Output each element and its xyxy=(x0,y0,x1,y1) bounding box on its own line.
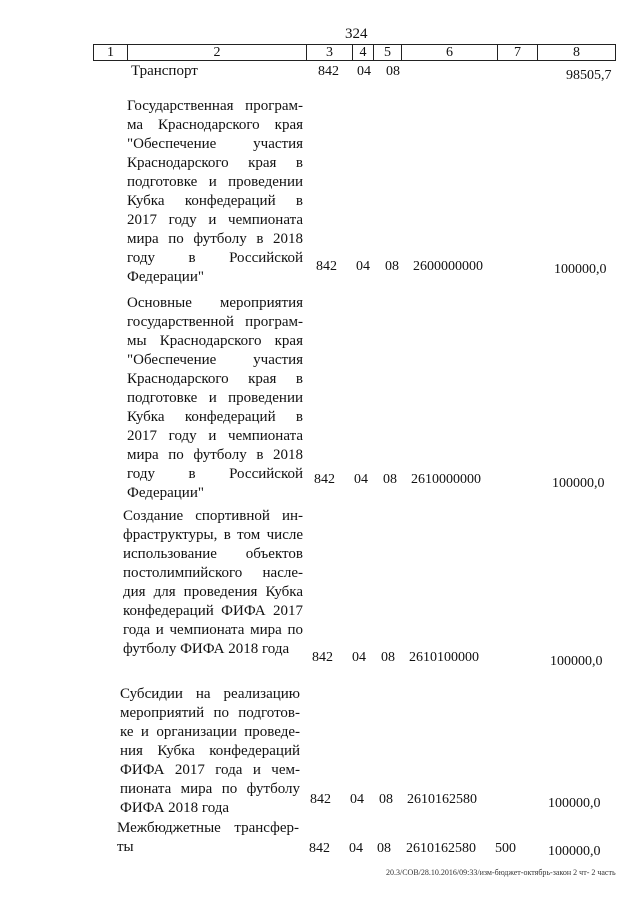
header-col-7: 7 xyxy=(498,44,538,61)
row-col-8: 100000,0 xyxy=(550,654,603,669)
row-col-6: 2610162580 xyxy=(407,792,477,807)
row-col-5: 08 xyxy=(385,259,399,274)
row-col-8: 98505,7 xyxy=(566,68,612,83)
header-col-6: 6 xyxy=(402,44,498,61)
row-col-3: 842 xyxy=(316,259,337,274)
row-col-3: 842 xyxy=(309,841,330,856)
row-name: Субсидии на реализацию мероприятий по подготов-ке и организации проведе-ния Кубка конфедераций ФИФА 2017 года и чем-пионата мира по футболу ФИФА 2018 года xyxy=(120,686,300,816)
row-col-6: 2610000000 xyxy=(411,472,481,487)
header-col-3: 3 xyxy=(307,44,353,61)
row-col-4: 04 xyxy=(350,792,364,807)
row-name: Государственная програм-ма Краснодарского края "Обеспечение участия Краснодарского края в подготовке и проведении Кубка конфедераций в 2017 году и чемпионата мира по футболу в 2018 году в Российской Федерации" xyxy=(127,98,303,285)
row-col-6: 2610100000 xyxy=(409,650,479,665)
header-col-2: 2 xyxy=(128,44,307,61)
header-col-8: 8 xyxy=(538,44,616,61)
row-col-4: 04 xyxy=(357,64,371,79)
footer-filename: 20.3/СОВ/28.10.2016/09:33/изм-бюджет-октябрь-закон 2 чт- 2 часть xyxy=(386,868,616,877)
header-col-4: 4 xyxy=(353,44,374,61)
row-name: Межбюджетные трансфер-ты xyxy=(117,820,299,855)
row-col-5: 08 xyxy=(377,841,391,856)
row-col-7: 500 xyxy=(495,841,516,856)
row-name: Транспорт xyxy=(131,63,198,79)
header-col-1: 1 xyxy=(93,44,128,61)
row-col-8: 100000,0 xyxy=(552,476,605,491)
row-col-8: 100000,0 xyxy=(548,844,601,859)
row-col-8: 100000,0 xyxy=(548,796,601,811)
row-col-6: 2600000000 xyxy=(413,259,483,274)
row-col-8: 100000,0 xyxy=(554,262,607,277)
row-col-5: 08 xyxy=(383,472,397,487)
row-col-4: 04 xyxy=(349,841,363,856)
table-header xyxy=(93,44,616,61)
page-number: 324 xyxy=(345,26,368,42)
row-col-5: 08 xyxy=(386,64,400,79)
row-col-4: 04 xyxy=(356,259,370,274)
row-name: Основные мероприятия государственной програм-мы Краснодарского края "Обеспечение участия Краснодарского края в подготовке и проведении Кубка конфедераций в 2017 году и чемпионата мира по футболу в 2018 году в Российской Федерации" xyxy=(127,295,303,501)
row-col-4: 04 xyxy=(352,650,366,665)
row-name: Создание спортивной ин-фраструктуры, в том числе использование объектов постолимпийского насле-дия для проведения Кубка конфедераций ФИФА 2017 года и чемпионата мира по футболу ФИФА 2018 года xyxy=(123,508,303,657)
row-col-4: 04 xyxy=(354,472,368,487)
row-col-5: 08 xyxy=(379,792,393,807)
row-col-3: 842 xyxy=(312,650,333,665)
row-col-3: 842 xyxy=(310,792,331,807)
row-col-3: 842 xyxy=(314,472,335,487)
row-col-6: 2610162580 xyxy=(406,841,476,856)
row-col-3: 842 xyxy=(318,64,339,79)
row-col-5: 08 xyxy=(381,650,395,665)
header-col-5: 5 xyxy=(374,44,402,61)
